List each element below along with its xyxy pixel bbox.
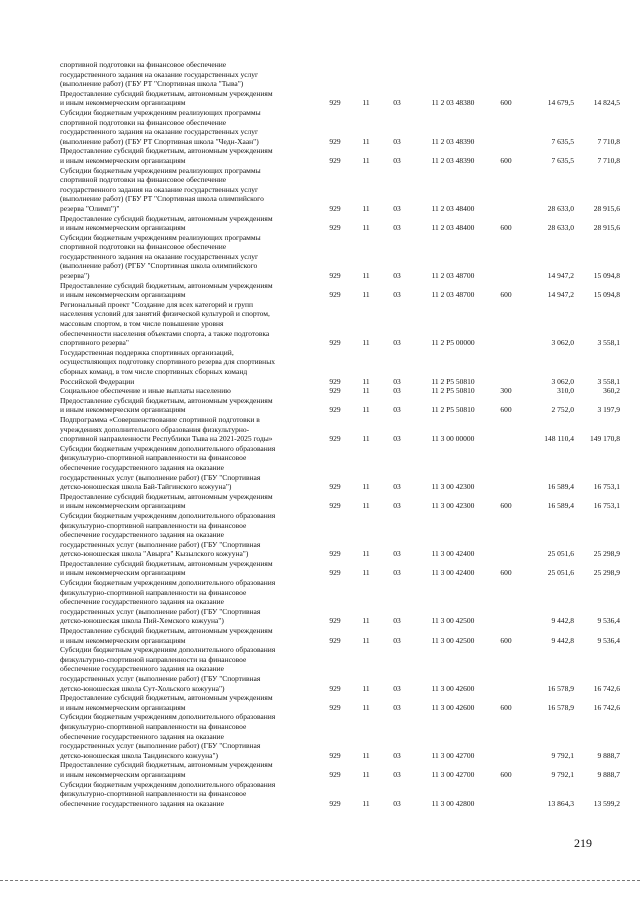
amount-year-2: 13 599,2 [593,798,620,808]
expense-type-code [492,233,520,281]
row-name: Предоставление субсидий бюджетным, автономным учреждениям и иным некоммерческим организациям [60,88,273,108]
ved-code: 929 [329,635,341,645]
ved-code [318,60,352,89]
target-article-code: 11 3 00 42400 [431,568,475,578]
table-row [60,89,620,108]
subsection-code: 03 [393,482,401,492]
subsection-code: 03 [393,549,401,559]
expense-type-code [492,108,520,146]
amount-year-1: 2 752,0 [551,405,574,415]
row-name: Предоставление субсидий бюджетным, автономным учреждениям и иным некоммерческим организациям [60,626,273,645]
row-name: Субсидии бюджетным учреждениям реализующих программы спортивной подготовки на финансовое обеспечение государственного задания на оказание государственных услуг (выполнение работ) (ГБУ РТ Спортивная школа "Чедн-Хаан") [60,107,261,146]
row-name: Государственная поддержка спортивных организаций, осуществляющих подготовку спортивного резерва для спортивных сборных команд, в том числе спортивных сборных команд Российской Федерации [60,347,275,386]
section-code: 11 [362,750,370,760]
amount-year-1: 310,0 [557,386,574,396]
amount-year-2: 9 888,7 [597,769,620,779]
ved-code: 929 [329,386,341,396]
amount-year-1: 9 792,1 [551,750,574,760]
amount-year-2: 7 710,8 [597,155,620,165]
ved-code: 929 [329,271,341,281]
target-article-code: 11 3 00 42300 [431,501,475,511]
section-code: 11 [362,549,370,559]
section-code: 11 [362,155,370,165]
expense-type-code: 600 [500,155,512,165]
ved-code: 929 [329,501,341,511]
ved-code: 929 [329,155,341,165]
target-article-code: 11 2 P5 50810 [431,386,475,396]
section-code [352,60,380,89]
amount-year-1: 9 442,8 [551,635,574,645]
ved-code: 929 [329,750,341,760]
subsection-code: 03 [393,616,401,626]
target-article-code: 11 2 03 48390 [431,155,475,165]
expense-type-code: 600 [500,568,512,578]
table-row [60,396,620,415]
section-code: 11 [362,568,370,578]
amount-year-2: 360,2 [603,386,620,396]
amount-year-1: 3 062,0 [551,376,574,386]
expense-type-code [492,780,520,809]
subsection-code: 03 [393,434,401,444]
amount-year-2 [574,60,620,89]
ved-code: 929 [329,405,341,415]
target-article-code: 11 3 00 42300 [431,482,475,492]
row-name: Предоставление субсидий бюджетным, автономным учреждениям и иным некоммерческим организациям [60,693,273,712]
target-article-code: 11 3 00 42700 [431,769,475,779]
bottom-rule [0,880,640,881]
expense-type-code [492,444,520,492]
section-code: 11 [362,271,370,281]
amount-year-1: 148 110,4 [544,434,574,444]
target-article-code: 11 2 03 48380 [431,98,475,108]
amount-year-1: 9 442,8 [551,616,574,626]
section-code: 11 [362,405,370,415]
amount-year-2: 25 298,9 [593,568,620,578]
target-article-code: 11 3 00 42700 [431,750,475,760]
expense-type-code: 600 [500,635,512,645]
subsection-code: 03 [393,155,401,165]
subsection-code: 03 [393,98,401,108]
amount-year-1: 7 635,5 [551,155,574,165]
subsection-code: 03 [393,136,401,146]
table-row [60,693,620,712]
amount-year-2: 3 558,1 [597,338,620,348]
amount-year-1: 9 792,1 [551,769,574,779]
target-article-code: 11 2 03 48700 [431,271,475,281]
section-code: 11 [362,98,370,108]
expense-type-code: 600 [500,501,512,511]
expense-type-code [492,415,520,444]
table-row [60,626,620,645]
table-row [60,511,620,559]
row-name: Субсидии бюджетным учреждениям дополнительного образования физкультурно-спортивной направленности на финансовое обеспечение государственного задания на оказание государственных услуг (выполнение работ) (ГБУ "Спортивная детско-юношеская школа Тандинского кожууна") [60,712,276,760]
amount-year-1: 25 051,6 [547,549,574,559]
amount-year-2: 16 753,1 [593,482,620,492]
amount-year-1: 16 589,4 [547,501,574,511]
row-name: Предоставление субсидий бюджетным, автономным учреждениям и иным некоммерческим организациям [60,213,273,233]
amount-year-2: 3 197,9 [597,405,620,415]
table-row [60,760,620,779]
section-code: 11 [362,386,370,396]
target-article-code: 11 2 03 48700 [431,290,475,300]
expense-type-code [492,300,520,348]
budget-table [60,60,620,808]
ved-code: 929 [329,290,341,300]
ved-code: 929 [329,616,341,626]
table-row [60,60,620,89]
amount-year-1: 16 578,9 [547,702,574,712]
section-code: 11 [362,616,370,626]
ved-code: 929 [329,702,341,712]
expense-type-code [492,578,520,626]
amount-year-1: 28 633,0 [547,203,574,213]
expense-type-code: 600 [500,223,512,233]
row-name: Подпрограмма «Совершенствование спортивной подготовки в учреждениях дополнительного образования физкультурно- спортивной направленности Республики Тыва на 2021-2025 годы» [60,414,273,444]
subsection-code: 03 [393,405,401,415]
amount-year-2: 149 170,8 [590,434,620,444]
target-article-code: 11 2 P5 00000 [431,338,475,348]
ved-code: 929 [329,568,341,578]
expense-type-code [492,166,520,214]
amount-year-2: 9 536,4 [597,635,620,645]
table-row [60,214,620,233]
target-article-code [414,60,492,89]
row-name: Субсидии бюджетным учреждениям реализующих программы спортивной подготовки на финансовое обеспечение государственного задания на оказание государственных услуг (выполнение работ) (РГБУ "Спортивная школа олимпийского резерва") [60,232,261,281]
expense-type-code [492,645,520,693]
section-code: 11 [362,635,370,645]
amount-year-2: 9 536,4 [597,616,620,626]
row-name: Субсидии бюджетным учреждениям дополнительного образования физкультурно-спортивной направленности на финансовое обеспечение государственного задания на оказание государственных услуг (выполнение работ) (ГБУ "Спортивная детско-юношеская школа Сут-Хольского кожууна") [60,645,276,693]
section-code: 11 [362,482,370,492]
amount-year-2: 15 094,8 [593,290,620,300]
row-name: Субсидии бюджетным учреждениям дополнительного образования физкультурно-спортивной направленности на финансовое обеспечение государственного задания на оказание государственных услуг (выполнение работ) (ГБУ "Спортивная детско-юношеская школа Бай-Тайгинского кожууна") [60,443,276,492]
ved-code: 929 [329,338,341,348]
subsection-code: 03 [393,386,401,396]
target-article-code: 11 2 03 48400 [431,203,475,213]
amount-year-2: 3 558,1 [597,376,620,386]
amount-year-2: 25 298,9 [593,549,620,559]
table-row [60,166,620,214]
ved-code: 929 [329,136,341,146]
section-code: 11 [362,136,370,146]
section-code: 11 [362,683,370,693]
amount-year-1: 13 864,3 [547,798,574,808]
target-article-code: 11 3 00 42500 [431,635,475,645]
target-article-code: 11 3 00 42500 [431,616,475,626]
subsection-code: 03 [393,798,401,808]
ved-code: 929 [329,798,341,808]
amount-year-1: 25 051,6 [547,568,574,578]
amount-year-2: 16 742,6 [593,683,620,693]
amount-year-2: 16 742,6 [593,702,620,712]
row-name: Предоставление субсидий бюджетным, автономным учреждениям и иным некоммерческим организациям [60,558,273,578]
ved-code: 929 [329,769,341,779]
amount-year-2: 7 710,8 [597,136,620,146]
row-name: Субсидии бюджетным учреждениям дополнительного образования физкультурно-спортивной направленности на финансовое обеспечение государственного задания на оказание [60,779,276,808]
expense-type-code: 600 [500,702,512,712]
subsection-code: 03 [393,702,401,712]
section-code: 11 [362,223,370,233]
subsection-code: 03 [393,683,401,693]
row-name: Предоставление субсидий бюджетным, автономным учреждениям и иным некоммерческим организациям [60,491,273,511]
section-code: 11 [362,501,370,511]
ved-code: 929 [329,376,341,386]
target-article-code: 11 3 00 42800 [431,798,475,808]
target-article-code: 11 2 P5 50810 [431,376,475,386]
target-article-code: 11 2 03 48400 [431,223,475,233]
ved-code: 929 [329,203,341,213]
section-code: 11 [362,290,370,300]
amount-year-1: 28 633,0 [547,223,574,233]
subsection-code: 03 [393,338,401,348]
table-row [60,146,620,165]
table-row [60,712,620,760]
amount-year-2: 28 915,6 [593,223,620,233]
target-article-code: 11 2 P5 50810 [431,405,475,415]
subsection-code: 03 [393,635,401,645]
table-row [60,492,620,511]
row-name: Предоставление субсидий бюджетным, автономным учреждениям и иным некоммерческим организациям [60,760,273,779]
ved-code: 929 [329,683,341,693]
subsection-code: 03 [393,223,401,233]
amount-year-2: 15 094,8 [593,271,620,281]
amount-year-2: 28 915,6 [593,203,620,213]
amount-year-1: 14 947,2 [547,290,574,300]
row-name: Предоставление субсидий бюджетным, автономным учреждениям и иным некоммерческим организациям [60,395,273,415]
table-row [60,386,620,396]
target-article-code: 11 3 00 42600 [431,702,475,712]
table-row [60,559,620,578]
expense-type-code: 600 [500,405,512,415]
table-row [60,645,620,693]
amount-year-2: 16 753,1 [593,501,620,511]
ved-code: 929 [329,482,341,492]
section-code: 11 [362,798,370,808]
target-article-code: 11 3 00 42600 [431,683,475,693]
table-row [60,578,620,626]
subsection-code: 03 [393,501,401,511]
row-name: Субсидии бюджетным учреждениям реализующих программы спортивной подготовки на финансовое обеспечение государственного задания на оказание государственных услуг (выполнение работ) (ГБУ РТ "Спортивная школа олимпийского резерва "Олимп")" [60,165,264,213]
ved-code: 929 [329,549,341,559]
ved-code: 929 [329,434,341,444]
amount-year-1: 7 635,5 [551,136,574,146]
table-row [60,348,620,386]
section-code: 11 [362,769,370,779]
expense-type-code [492,511,520,559]
expense-type-code: 300 [500,386,512,396]
row-name: Субсидии бюджетным учреждениям дополнительного образования физкультурно-спортивной направленности на финансовое обеспечение государственного задания на оказание государственных услуг (выполнение работ) (ГБУ "Спортивная детско-юношеская школа Пий-Хемского кожууна") [60,578,276,626]
ved-code: 929 [329,223,341,233]
target-article-code: 11 3 00 00000 [431,434,475,444]
target-article-code: 11 2 03 48390 [431,136,475,146]
section-code: 11 [362,203,370,213]
section-code: 11 [362,338,370,348]
table-row [60,444,620,492]
table-row [60,415,620,444]
table-row [60,233,620,281]
section-code: 11 [362,702,370,712]
subsection-code [380,60,414,89]
target-article-code: 11 3 00 42400 [431,549,475,559]
table-row [60,300,620,348]
table-row [60,281,620,300]
row-name: Региональный проект "Создание для всех категорий и групп населения условий для занятий физической культурой и спортом, массовым спортом, в том числе повышение уровня обеспеченности населения объектами спорта, а также подготовка спортивного резерва" [60,299,270,348]
expense-type-code: 600 [500,290,512,300]
subsection-code: 03 [393,271,401,281]
row-name: спортивной подготовки на финансовое обеспечение государственного задания на оказание государственных услуг (выполнение работ) (ГБУ РТ "Спортивная школа "Тыва") [60,60,259,89]
section-code: 11 [362,376,370,386]
amount-year-1: 14 947,2 [547,271,574,281]
amount-year-1: 14 679,5 [547,98,574,108]
budget-table-body [60,60,620,808]
row-name: Предоставление субсидий бюджетным, автономным учреждениям и иным некоммерческим организациям [60,146,273,165]
row-name: Социальное обеспечение и иные выплаты населению [60,386,231,396]
subsection-code: 03 [393,769,401,779]
row-name: Субсидии бюджетным учреждениям дополнительного образования физкультурно-спортивной направленности на финансовое обеспечение государственного задания на оказание государственных услуг (выполнение работ) (ГБУ "Спортивная детско-юношеская школа "Авырга" Кызылского кожууна") [60,510,276,559]
subsection-code: 03 [393,568,401,578]
subsection-code: 03 [393,203,401,213]
table-row [60,780,620,809]
amount-year-1: 16 578,9 [547,683,574,693]
amount-year-1 [520,60,574,89]
amount-year-1: 3 062,0 [551,338,574,348]
page-number: 219 [574,836,592,850]
ved-code: 929 [329,98,341,108]
expense-type-code: 600 [500,98,512,108]
expense-type-code [492,60,520,89]
row-name: Предоставление субсидий бюджетным, автономным учреждениям и иным некоммерческим организациям [60,280,273,300]
expense-type-code: 600 [500,769,512,779]
subsection-code: 03 [393,290,401,300]
section-code: 11 [362,434,370,444]
subsection-code: 03 [393,376,401,386]
expense-type-code [492,348,520,386]
amount-year-2: 14 824,5 [593,98,620,108]
table-row [60,108,620,146]
expense-type-code [492,712,520,760]
subsection-code: 03 [393,750,401,760]
amount-year-1: 16 589,4 [547,482,574,492]
amount-year-2: 9 888,7 [597,750,620,760]
